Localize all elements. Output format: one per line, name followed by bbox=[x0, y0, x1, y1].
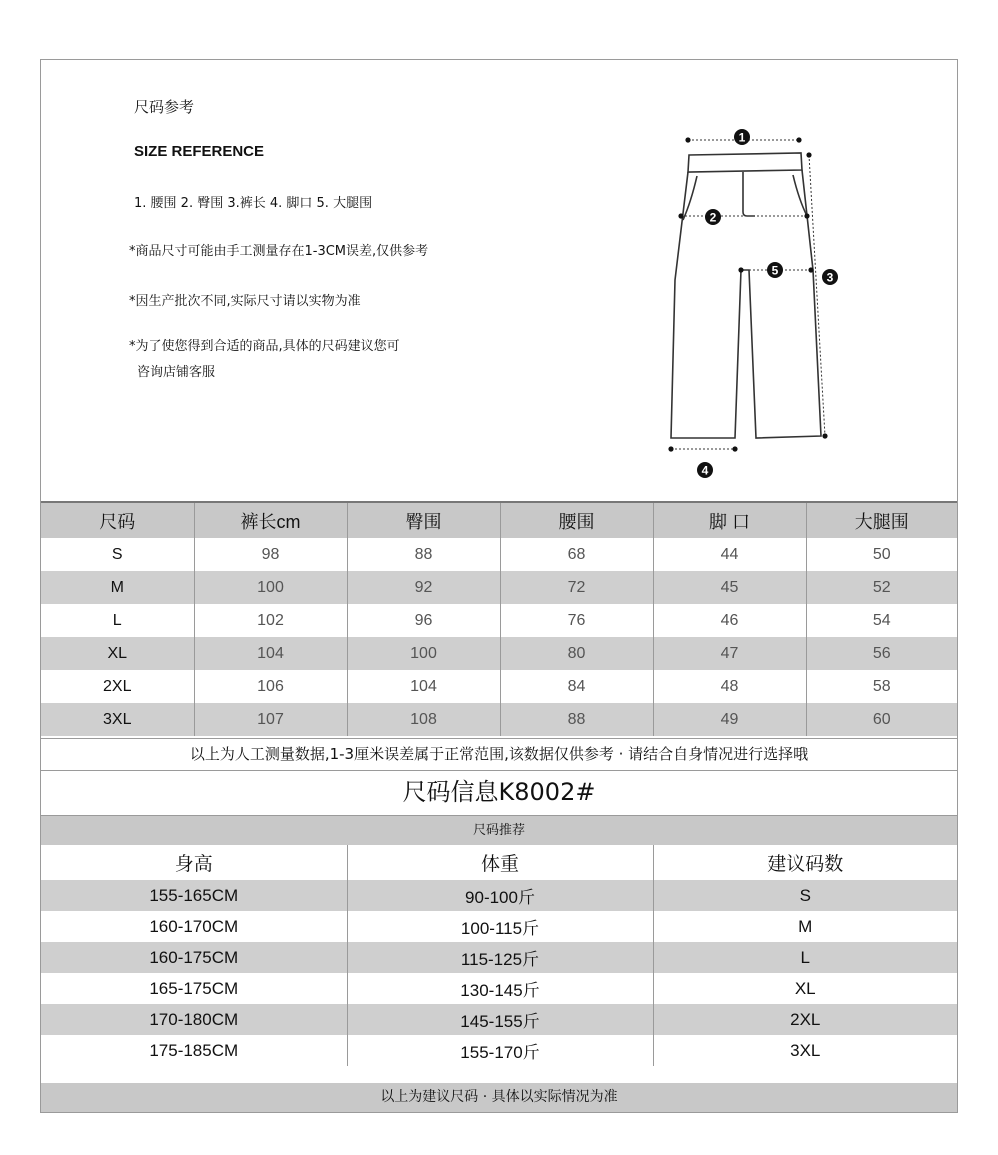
cell-length: 100 bbox=[194, 571, 347, 604]
cell-suggested-size: M bbox=[798, 916, 813, 936]
header-size: 尺码 bbox=[41, 502, 194, 538]
cell-suggested-size: L bbox=[653, 942, 957, 973]
header-suggested-size: 建议码数 bbox=[767, 854, 844, 875]
cell-length: 102 bbox=[194, 604, 347, 637]
reference-title: 尺码参考 bbox=[134, 98, 195, 116]
reference-subtitle: SIZE REFERENCE bbox=[134, 143, 265, 160]
cell-thigh: 54 bbox=[872, 611, 891, 629]
table-header-row bbox=[41, 502, 957, 538]
cell-height: 160-170CM bbox=[41, 911, 347, 942]
size-measurement-table bbox=[41, 501, 957, 736]
header-height: 身高 bbox=[41, 845, 347, 880]
cell-hem: 49 bbox=[653, 703, 806, 736]
cell-size: L bbox=[41, 604, 194, 637]
size-recommendation-table bbox=[41, 845, 957, 1066]
table-row bbox=[41, 571, 957, 604]
cell-hem: 47 bbox=[653, 637, 806, 670]
cell-height: 160-175CM bbox=[41, 942, 347, 973]
note-contact-service-cont: 咨询店铺客服 bbox=[137, 365, 216, 380]
cell-length: 98 bbox=[194, 538, 347, 571]
cell-height: 170-180CM bbox=[41, 1004, 347, 1035]
cell-height: 175-185CM bbox=[41, 1035, 347, 1066]
table-row bbox=[41, 1035, 957, 1066]
cell-weight: 90-100斤 bbox=[347, 880, 653, 911]
table-row bbox=[41, 604, 957, 637]
header-thigh: 大腿围 bbox=[806, 502, 957, 538]
pants-outline-icon bbox=[671, 153, 821, 438]
cell-waist: 80 bbox=[500, 637, 653, 670]
cell-weight: 100-115斤 bbox=[347, 911, 653, 942]
header-waist: 腰围 bbox=[500, 502, 653, 538]
marker-4-icon bbox=[697, 462, 713, 478]
cell-weight: 155-170斤 bbox=[347, 1035, 653, 1066]
cell-size: M bbox=[41, 571, 194, 604]
table-row bbox=[41, 637, 957, 670]
cell-thigh: 58 bbox=[872, 677, 891, 695]
cell-hip: 96 bbox=[347, 604, 500, 637]
cell-waist: 76 bbox=[500, 604, 653, 637]
cell-weight: 145-155斤 bbox=[347, 1004, 653, 1035]
cell-suggested-size: 2XL bbox=[653, 1004, 957, 1035]
cell-hip: 100 bbox=[347, 637, 500, 670]
cell-thigh: 56 bbox=[806, 637, 957, 670]
marker-3-icon bbox=[822, 269, 838, 285]
cell-size: XL bbox=[41, 637, 194, 670]
cell-waist: 72 bbox=[500, 571, 653, 604]
cell-hem: 44 bbox=[653, 538, 806, 571]
note-batch-difference: *因生产批次不同,实际尺寸请以实物为准 bbox=[129, 294, 361, 309]
table-row bbox=[41, 973, 957, 1004]
cell-thigh: 60 bbox=[806, 703, 957, 736]
cell-hem: 45 bbox=[653, 571, 806, 604]
size-table-note: 以上为人工测量数据,1-3厘米误差属于正常范围,该数据仅供参考 · 请结合自身情况进行选择哦 bbox=[41, 738, 957, 771]
cell-suggested-size: XL bbox=[794, 978, 816, 998]
header-length: 裤长cm bbox=[194, 502, 347, 538]
cell-height: 165-175CM bbox=[41, 973, 347, 1004]
svg-text:3: 3 bbox=[826, 270, 834, 285]
note-measurement-error: *商品尺寸可能由手工测量存在1-3CM误差,仅供参考 bbox=[129, 244, 429, 259]
cell-hip: 88 bbox=[347, 538, 500, 571]
marker-5-icon bbox=[767, 262, 783, 278]
note-contact-service: *为了使您得到合适的商品,具体的尺码建议您可 bbox=[129, 339, 400, 354]
table-row bbox=[41, 880, 957, 911]
pants-measurement-diagram bbox=[661, 120, 841, 485]
cell-hip: 104 bbox=[347, 670, 500, 703]
svg-text:1: 1 bbox=[738, 130, 746, 145]
table-row bbox=[41, 538, 957, 571]
marker-2-icon bbox=[705, 209, 721, 225]
cell-weight: 115-125斤 bbox=[347, 942, 653, 973]
measurement-legend: 1. 腰围 2. 臀围 3.裤长 4. 脚口 5. 大腿围 bbox=[134, 196, 373, 211]
cell-size: 2XL bbox=[41, 670, 194, 703]
svg-text:4: 4 bbox=[701, 463, 709, 478]
table-header-row bbox=[41, 845, 957, 880]
recommendation-note: 以上为建议尺码 · 具体以实际情况为准 bbox=[41, 1083, 957, 1112]
table-row bbox=[41, 942, 957, 973]
cell-suggested-size: S bbox=[653, 880, 957, 911]
cell-waist: 88 bbox=[500, 703, 653, 736]
cell-thigh: 50 bbox=[872, 545, 891, 563]
table-row bbox=[41, 1004, 957, 1035]
table-row bbox=[41, 703, 957, 736]
svg-text:2: 2 bbox=[709, 210, 717, 225]
marker-1-icon bbox=[734, 129, 750, 145]
table-row bbox=[41, 670, 957, 703]
header-hem: 脚 口 bbox=[653, 502, 806, 538]
cell-hip: 92 bbox=[347, 571, 500, 604]
cell-suggested-size: 3XL bbox=[790, 1040, 821, 1060]
cell-waist: 68 bbox=[500, 538, 653, 571]
table-row bbox=[41, 911, 957, 942]
header-weight: 体重 bbox=[347, 845, 653, 880]
size-chart-sheet bbox=[40, 59, 958, 1113]
cell-length: 107 bbox=[194, 703, 347, 736]
header-hip: 臀围 bbox=[347, 502, 500, 538]
cell-hem: 48 bbox=[653, 670, 806, 703]
cell-weight: 130-145斤 bbox=[347, 973, 653, 1004]
cell-hip: 108 bbox=[347, 703, 500, 736]
cell-height: 155-165CM bbox=[41, 880, 347, 911]
cell-hem: 46 bbox=[653, 604, 806, 637]
svg-text:5: 5 bbox=[771, 263, 779, 278]
recommendation-title: 尺码推荐 bbox=[41, 816, 957, 845]
cell-thigh: 52 bbox=[806, 571, 957, 604]
cell-waist: 84 bbox=[500, 670, 653, 703]
cell-size: 3XL bbox=[41, 703, 194, 736]
cell-size: S bbox=[41, 538, 194, 571]
cell-length: 106 bbox=[194, 670, 347, 703]
cell-length: 104 bbox=[194, 637, 347, 670]
size-info-title: 尺码信息K8002# bbox=[41, 770, 957, 816]
